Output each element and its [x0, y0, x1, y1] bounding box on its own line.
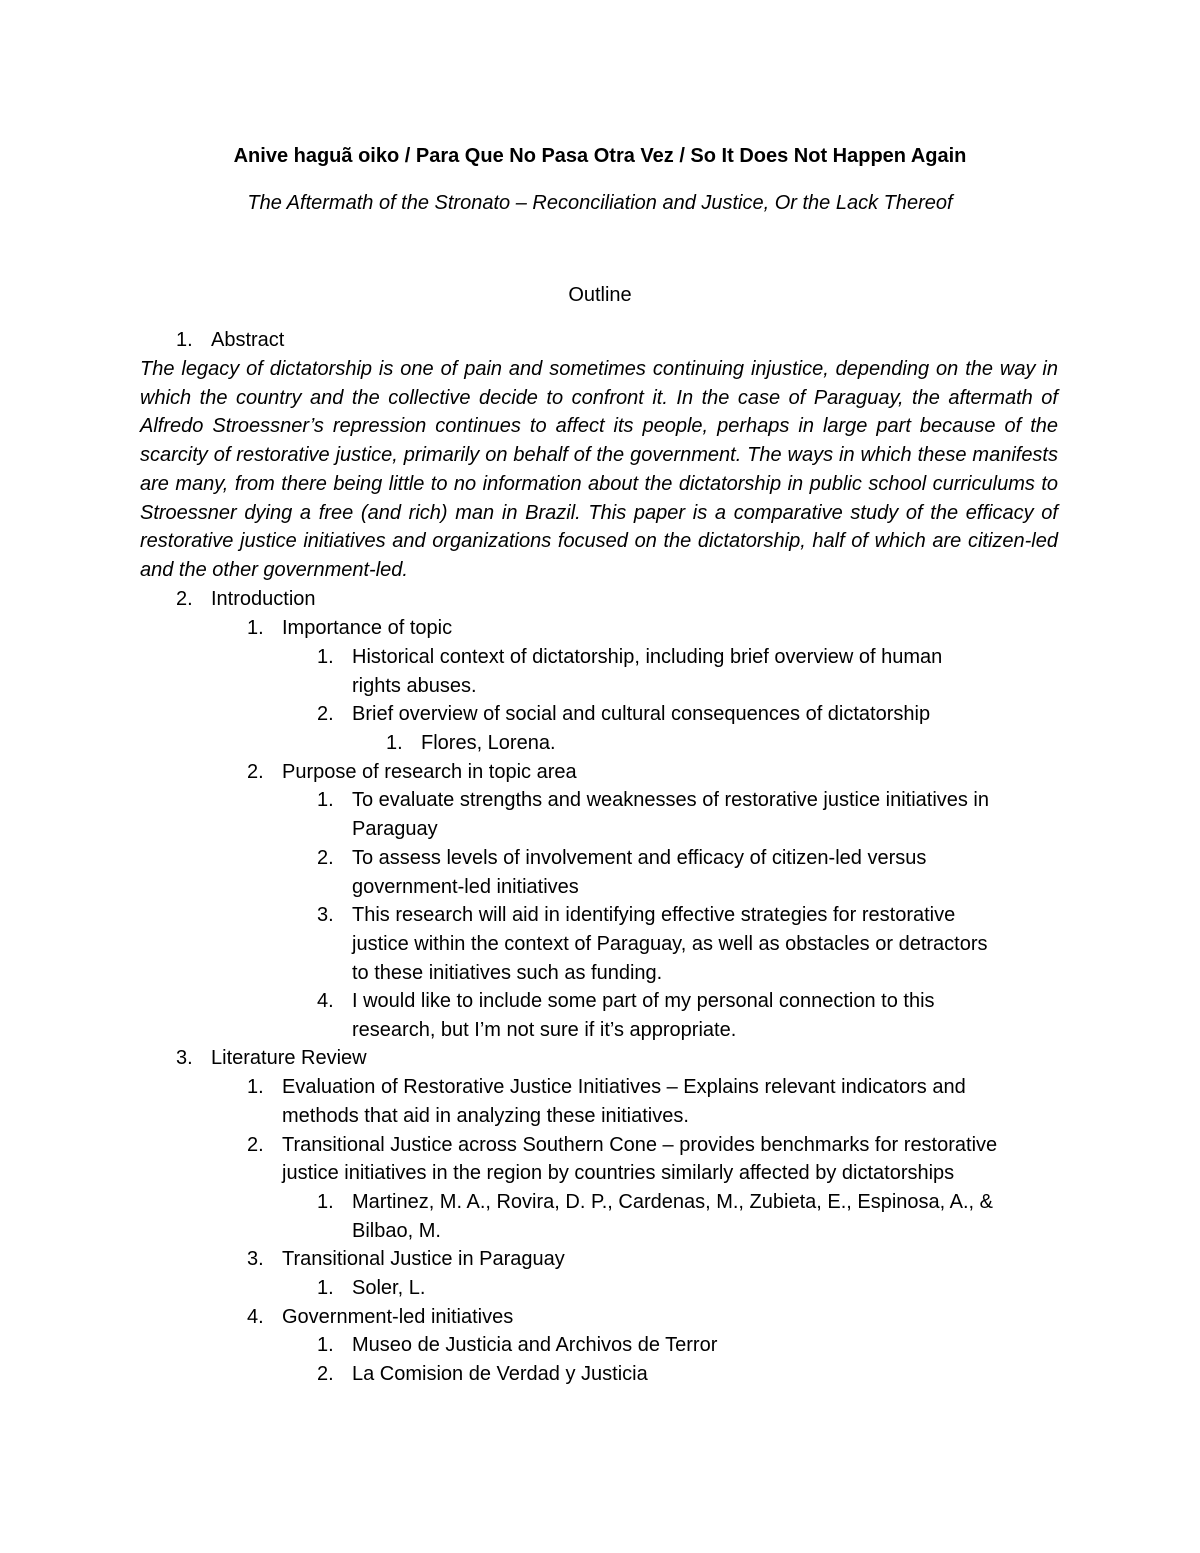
outline-number: 1. — [317, 1334, 334, 1356]
outline-number: 1. — [386, 732, 403, 754]
outline-item-continuation: Bilbao, M. — [352, 1220, 441, 1242]
outline-item-continuation: Paraguay — [352, 818, 438, 840]
outline-item: Museo de Justicia and Archivos de Terror — [352, 1334, 718, 1356]
outline-number: 1. — [317, 789, 334, 811]
outline-item: Flores, Lorena. — [421, 732, 556, 754]
outline-number: 2. — [176, 588, 193, 610]
outline-number: 1. — [247, 1076, 264, 1098]
outline-item-continuation: justice initiatives in the region by countries similarly affected by dictatorships — [282, 1162, 955, 1184]
outline-item-continuation: rights abuses. — [352, 675, 477, 697]
outline-number: 1. — [317, 1191, 334, 1213]
outline-number: 4. — [317, 990, 334, 1012]
outline-item: I would like to include some part of my personal connection to this — [352, 990, 935, 1012]
outline-item: This research will aid in identifying effective strategies for restorative — [352, 904, 956, 926]
outline-item-literature-review: Literature Review — [211, 1047, 367, 1069]
outline-number: 2. — [247, 1134, 264, 1156]
outline-item: Purpose of research in topic area — [282, 761, 577, 783]
outline-item-continuation: to these initiatives such as funding. — [352, 962, 663, 984]
outline-number: 3. — [176, 1047, 193, 1069]
outline-number: 3. — [317, 904, 334, 926]
outline-item: Soler, L. — [352, 1277, 426, 1299]
outline-item: La Comision de Verdad y Justicia — [352, 1363, 648, 1385]
outline-item-continuation: research, but I’m not sure if it’s appropriate. — [352, 1019, 737, 1041]
outline-number: 2. — [317, 847, 334, 869]
outline-number: 2. — [247, 761, 264, 783]
outline-item: To evaluate strengths and weaknesses of restorative justice initiatives in — [352, 789, 990, 811]
outline-item: Importance of topic — [282, 617, 453, 639]
outline-item: Evaluation of Restorative Justice Initiatives – Explains relevant indicators and — [282, 1076, 966, 1098]
outline-number: 4. — [247, 1306, 264, 1328]
outline-item-continuation: government-led initiatives — [352, 876, 579, 898]
outline-item-continuation: justice within the context of Paraguay, as well as obstacles or detractors — [352, 933, 988, 955]
outline-item: Brief overview of social and cultural consequences of dictatorship — [352, 703, 931, 725]
outline-heading: Outline — [568, 284, 632, 306]
outline-item: Martinez, M. A., Rovira, D. P., Cardenas, M., Zubieta, E., Espinosa, A., & — [352, 1191, 994, 1213]
outline-item-continuation: methods that aid in analyzing these initiatives. — [282, 1105, 689, 1127]
outline-item-abstract: Abstract — [211, 329, 285, 351]
outline-item: To assess levels of involvement and efficacy of citizen-led versus — [352, 847, 927, 869]
outline-number: 2. — [317, 1363, 334, 1385]
abstract-paragraph: The legacy of dictatorship is one of pain and sometimes continuing injustice, depending on the way in which the country and the collective decide to confront it. In the case of Paraguay, the aftermath of Alfredo Stroessner’s repression continues to affect its people, perhaps in large part because of the scarcity of restorative justice, primarily on behalf of the government. The ways in which these manifests are many, from there being little to no information about the dictatorship in public school curriculums to Stroessner dying a free (and rich) man in Brazil. This paper is a comparative study of the efficacy of restorative justice initiatives and organizations focused on the dictatorship, half of which are citizen-led and the other government-led. — [140, 358, 1058, 581]
outline-item: Transitional Justice in Paraguay — [282, 1248, 565, 1270]
outline-item: Government-led initiatives — [282, 1306, 514, 1328]
outline-number: 3. — [247, 1248, 264, 1270]
outline-number: 1. — [247, 617, 264, 639]
outline-number: 1. — [317, 646, 334, 668]
outline-number: 2. — [317, 703, 334, 725]
outline-number: 1. — [317, 1277, 334, 1299]
outline-item-introduction: Introduction — [211, 588, 316, 610]
outline-number: 1. — [176, 329, 193, 351]
outline-item: Historical context of dictatorship, including brief overview of human — [352, 646, 943, 668]
outline-item: Transitional Justice across Southern Cone – provides benchmarks for restorative — [282, 1134, 998, 1156]
document-title: Anive haguã oiko / Para Que No Pasa Otra Vez / So It Does Not Happen Again — [233, 145, 967, 167]
document-subtitle: The Aftermath of the Stronato – Reconciliation and Justice, Or the Lack Thereof — [247, 192, 953, 214]
